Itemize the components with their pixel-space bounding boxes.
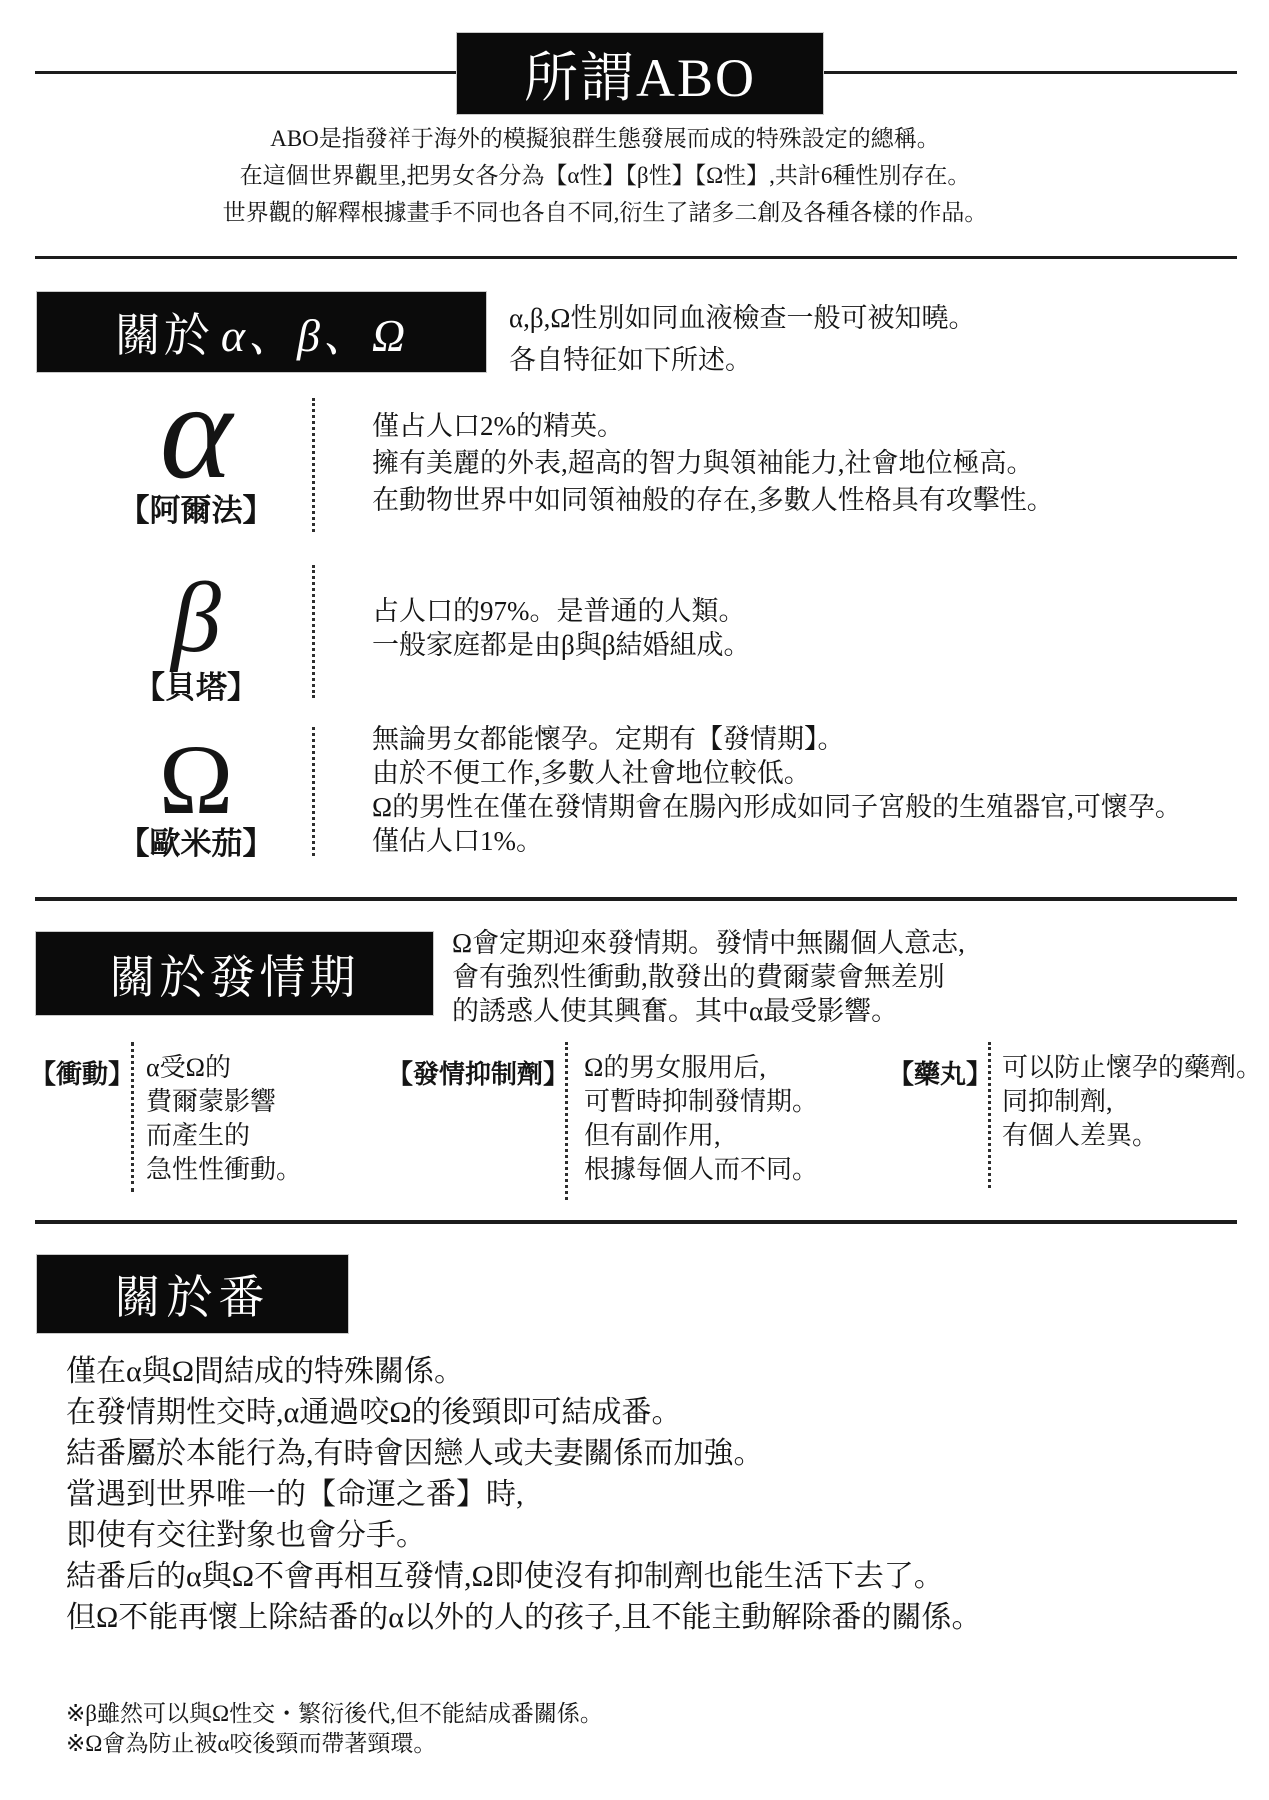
omega-description-line: 僅佔人口1%。 (372, 826, 543, 856)
section-rule (35, 897, 1237, 901)
footnote-line: ※β雖然可以與Ω性交・繁衍後代,但不能結成番關係。 (66, 1701, 603, 1726)
pill-description (1002, 1051, 1262, 1153)
section-rule (35, 256, 1237, 259)
omega-glyph: Ω (158, 724, 234, 835)
alpha-description-line: 僅占人口2%的精英。 (372, 411, 624, 441)
beta-dotted-divider (312, 565, 315, 698)
footnote-line: ※Ω會為防止被α咬後頸而帶著頸環。 (66, 1731, 437, 1756)
page-intro-line: ABO是指發祥于海外的模擬狼群生態發展而成的特殊設定的總稱。 (270, 126, 940, 151)
bond-line: 結番屬於本能行為,有時會因戀人或夫妻關係而加強。 (66, 1437, 764, 1470)
beta-description (372, 594, 750, 662)
bond-line: 但Ω不能再懷上除結番的α以外的人的孩子,且不能主動解除番的關係。 (66, 1601, 982, 1634)
page-intro-line: 在這個世界觀里,把男女各分為【α性】【β性】【Ω性】,共計6種性別存在。 (239, 163, 971, 188)
impulse-line: α受Ω的 (146, 1053, 231, 1082)
bond-section-heading-box (37, 1255, 348, 1333)
page-title-box (457, 33, 823, 114)
omega-description-line: 由於不便工作,多數人社會地位較低。 (372, 758, 811, 788)
impulse-line: 急性性衝動。 (146, 1155, 303, 1184)
beta-label: 【貝塔】 (134, 670, 258, 705)
omega-label: 【歐米茄】 (118, 826, 274, 861)
impulse-line: 而產生的 (146, 1121, 251, 1150)
section-rule (35, 1220, 1237, 1224)
types-section-heading-greek: α、β、Ω (220, 310, 409, 361)
alpha-label: 【阿爾法】 (118, 493, 274, 528)
suppressant-line: 但有副作用, (584, 1121, 721, 1150)
omega-dotted-divider (312, 727, 315, 856)
types-section-heading-box (37, 292, 486, 372)
bond-line: 僅在α與Ω間結成的特殊關係。 (66, 1355, 465, 1388)
alpha-dotted-divider (312, 398, 315, 532)
pill-line: 可以防止懷孕的藥劑。 (1002, 1053, 1263, 1082)
bond-line: 當遇到世界唯一的【命運之番】時, (66, 1478, 524, 1511)
omega-description-line: Ω的男性在僅在發情期會在腸內形成如同子宮般的生殖器官,可懷孕。 (372, 792, 1182, 822)
heat-section-intro (452, 926, 965, 1028)
suppressant-label: 【發情抑制劑】 (387, 1060, 570, 1089)
alpha-glyph: α (159, 354, 233, 507)
bond-section-heading: 關於番 (114, 1272, 271, 1323)
heat-intro-line: 會有強烈性衝動,散發出的費爾蒙會無差別 (452, 962, 945, 992)
alpha-description-line: 在動物世界中如同領袖般的存在,多數人性格具有攻擊性。 (372, 485, 1054, 515)
beta-description-line: 一般家庭都是由β與β結婚組成。 (372, 630, 751, 660)
bond-line: 結番后的α與Ω不會再相互發情,Ω即使沒有抑制劑也能生活下去了。 (66, 1560, 944, 1593)
beta-glyph: β (171, 562, 221, 673)
footnotes (66, 1699, 603, 1759)
page-title: 所謂ABO (523, 48, 756, 108)
impulse-dotted-divider (131, 1042, 134, 1192)
impulse-line: 費爾蒙影響 (146, 1087, 277, 1116)
heat-intro-line: Ω會定期迎來發情期。發情中無關個人意志, (452, 928, 965, 958)
heat-section-heading: 關於發情期 (109, 951, 360, 1003)
pill-line: 同抑制劑, (1002, 1087, 1113, 1116)
suppressant-line: Ω的男女服用后, (584, 1053, 766, 1082)
types-section-intro (509, 297, 975, 381)
bond-section-body (66, 1351, 982, 1638)
page-intro (0, 120, 1210, 231)
pill-line: 有個人差異。 (1002, 1121, 1159, 1150)
omega-description (372, 722, 1182, 858)
heat-section-heading-box (36, 932, 433, 1015)
suppressant-description (584, 1051, 818, 1187)
page-intro-line: 世界觀的解釋根據畫手不同也各自不同,衍生了諸多二創及各種各樣的作品。 (222, 200, 988, 225)
suppressant-line: 根據每個人而不同。 (584, 1155, 819, 1184)
alpha-description (372, 408, 1054, 519)
bond-line: 在發情期性交時,α通過咬Ω的後頸即可結成番。 (66, 1396, 682, 1429)
heat-intro-line: 的誘惑人使其興奮。其中α最受影響。 (452, 996, 899, 1026)
suppressant-dotted-divider (565, 1042, 568, 1200)
omega-description-line: 無論男女都能懷孕。定期有【發情期】。 (372, 724, 845, 754)
types-section-heading: 關於 (114, 310, 213, 361)
pill-label: 【藥丸】 (888, 1060, 993, 1089)
pill-dotted-divider (988, 1042, 991, 1188)
impulse-label: 【衝動】 (30, 1060, 135, 1089)
types-intro-line: α,β,Ω性別如同血液檢查一般可被知曉。 (509, 303, 976, 333)
impulse-description (146, 1051, 302, 1187)
alpha-description-line: 擁有美麗的外表,超高的智力與領袖能力,社會地位極高。 (372, 448, 1034, 478)
bond-line: 即使有交往對象也會分手。 (66, 1519, 426, 1552)
beta-description-line: 占人口的97%。是普通的人類。 (372, 596, 746, 626)
suppressant-line: 可暫時抑制發情期。 (584, 1087, 819, 1116)
types-intro-line: 各自特征如下所述。 (509, 345, 752, 375)
